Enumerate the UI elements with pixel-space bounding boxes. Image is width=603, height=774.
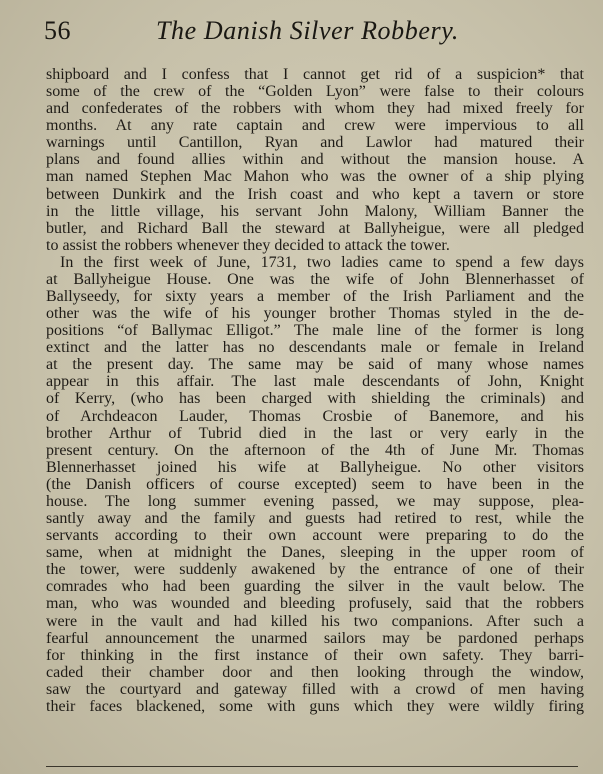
text-line: of Archdeacon Lauder, Thomas Crosbie of Banemore, and his: [46, 407, 584, 425]
body-text: [46, 66, 584, 715]
text-line: plans and found allies within and without the mansion house. A: [46, 151, 584, 169]
bottom-rule: [46, 766, 578, 767]
text-line: man named Stephen Mac Mahon who was the owner of a ship plying: [46, 168, 584, 186]
text-line: santly away and the family and guests had retired to rest, while the: [46, 510, 584, 528]
text-line: saw the courtyard and gateway filled with a crowd of men having: [46, 680, 584, 698]
text-line: butler, and Richard Ball the steward at Ballyheigue, were all pledged: [46, 219, 584, 237]
text-line: positions “of Ballymac Elligot.” The male line of the former is long: [46, 322, 584, 340]
text-line: some of the crew of the “Golden Lyon” were false to their colours: [46, 83, 584, 101]
text-line: at the present day. The same may be said of many whose names: [46, 356, 584, 374]
text-line: warnings until Cantillon, Ryan and Lawlor had matured their: [46, 134, 584, 152]
page-header: [38, 12, 578, 52]
text-line: and confederates of the robbers with whom they had mixed freely for: [46, 100, 584, 118]
text-line: months. At any rate captain and crew were impervious to all: [46, 117, 584, 135]
text-line: at Ballyheigue House. One was the wife of John Blennerhasset of: [46, 270, 584, 288]
text-line: same, when at midnight the Danes, sleeping in the upper room of: [46, 544, 584, 562]
text-line: of Kerry, (who has been charged with shielding the criminals) and: [46, 390, 584, 408]
text-line: comrades who had been guarding the silver in the vault below. The: [46, 578, 584, 596]
text-line: present century. On the afternoon of the 4th of June Mr. Thomas: [46, 441, 584, 459]
text-line: (the Danish officers of course excepted) seem to have been in the: [46, 475, 584, 493]
text-line: their faces blackened, some with guns which they were wildly firing: [46, 697, 584, 715]
text-line: between Dunkirk and the Irish coast and who kept a tavern or store: [46, 185, 584, 203]
text-line: Ballyseedy, for sixty years a member of the Irish Parliament and the: [46, 288, 584, 306]
text-line: in the little village, his servant John Malony, William Banner the: [46, 202, 584, 220]
text-line: caded their chamber door and then looking through the window,: [46, 663, 584, 681]
text-line: house. The long summer evening passed, we may suppose, plea-: [46, 492, 584, 510]
text-line: for thinking in the first instance of their own safety. They barri-: [46, 646, 584, 664]
text-line: brother Arthur of Tubrid died in the last or very early in the: [46, 424, 584, 442]
text-line: man, who was wounded and bleeding profusely, said that the robbers: [46, 595, 584, 613]
text-line: to assist the robbers whenever they decided to attack the tower.: [46, 236, 450, 254]
running-title: The Danish Silver Robbery.: [156, 16, 460, 45]
text-line: extinct and the latter has no descendants male or female in Ireland: [46, 339, 584, 357]
text-line: In the first week of June, 1731, two ladies came to spend a few days: [60, 253, 584, 271]
text-line: servants according to their own account were preparing to do the: [46, 527, 584, 545]
text-line: the tower, were suddenly awakened by the entrance of one of their: [46, 561, 584, 579]
page-number: 56: [44, 16, 71, 45]
text-line: Blennerhasset joined his wife at Ballyheigue. No other visitors: [46, 458, 584, 476]
text-line: were in the vault and had killed his two companions. After such a: [46, 612, 584, 630]
text-line: other was the wife of his younger brother Thomas styled in the de-: [46, 305, 584, 323]
text-line: appear in this affair. The last male descendants of John, Knight: [46, 373, 584, 391]
text-line: fearful announcement the unarmed sailors may be pardoned perhaps: [46, 629, 584, 647]
text-line: shipboard and I confess that I cannot get rid of a suspicion* that: [46, 66, 584, 83]
